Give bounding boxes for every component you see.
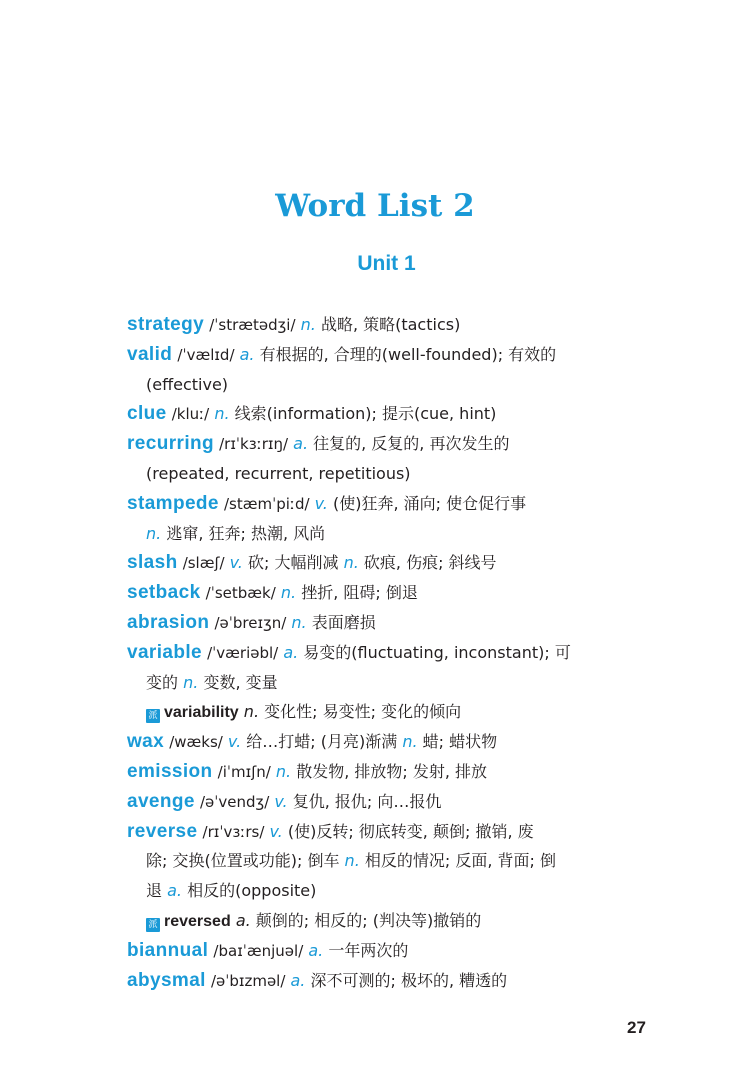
- part-of-speech: n.: [275, 761, 292, 781]
- definition-continued: (effective): [146, 374, 229, 394]
- entry-list: [127, 310, 650, 995]
- part-of-speech: n.: [183, 672, 199, 692]
- derivative-pos: a.: [235, 910, 251, 930]
- entry-reverse: [127, 817, 650, 847]
- part-of-speech: n.: [291, 612, 307, 632]
- part-of-speech: a.: [290, 970, 306, 990]
- part-of-speech: a.: [283, 642, 299, 662]
- part-of-speech: v.: [269, 821, 283, 841]
- definition-continued: 变数, 变量: [203, 672, 278, 692]
- phonetic: /kluː/: [171, 405, 210, 424]
- entry-setback: [127, 578, 650, 608]
- definition: 蜡; 蜡状物: [422, 732, 498, 752]
- definition: 散发物, 排放物; 发射, 排放: [296, 761, 488, 781]
- derivative-definition: 颠倒的; 相反的; (判决等)撤销的: [255, 910, 482, 930]
- entry-abrasion: [127, 608, 650, 638]
- entry-biannual: [127, 936, 650, 966]
- headword: biannual: [127, 939, 209, 961]
- definition: 有根据的, 合理的(well-founded); 有效的: [259, 344, 557, 364]
- derivative-variability: [127, 697, 650, 727]
- definition: 砍; 大幅削减: [247, 553, 339, 573]
- definition: 深不可测的; 极坏的, 糟透的: [310, 970, 508, 990]
- phonetic: /əˈbreɪʒn/: [214, 613, 287, 632]
- entry-strategy: [127, 310, 650, 340]
- part-of-speech: n.: [214, 404, 230, 424]
- derivative-reversed: [127, 906, 650, 936]
- entry-variable-continued: [127, 668, 650, 698]
- entry-emission: [127, 757, 650, 787]
- entry-variable: [127, 638, 650, 668]
- part-of-speech: v.: [229, 553, 243, 573]
- headword: abysmal: [127, 969, 206, 991]
- unit-heading: Unit 1: [357, 252, 416, 275]
- headword: valid: [127, 343, 173, 365]
- definition: 一年两次的: [328, 940, 409, 960]
- entry-recurring-continued: [127, 459, 650, 489]
- phonetic: /ˈværiəbl/: [207, 643, 279, 662]
- definition-continued: 逃窜, 狂奔; 热潮, 风尚: [166, 523, 326, 543]
- word-list-title: Word List 2: [275, 188, 475, 224]
- part-of-speech: n.: [300, 315, 316, 334]
- entry-stampede-continued: [127, 519, 650, 549]
- entry-abysmal: [127, 966, 650, 996]
- entry-clue: [127, 399, 650, 429]
- phonetic: /wæks/: [169, 733, 223, 752]
- page-number: 27: [627, 1018, 646, 1037]
- headword: stampede: [127, 492, 219, 514]
- definition: 砍痕, 伤痕; 斜线号: [363, 553, 497, 573]
- phonetic: /əˈvendʒ/: [199, 792, 270, 811]
- derivative-word: variability: [164, 704, 239, 722]
- entry-valid-continued: [127, 370, 650, 400]
- entry-stampede: [127, 489, 650, 519]
- part-of-speech: n.: [402, 732, 418, 752]
- phonetic: /əˈbɪzməl/: [210, 971, 286, 990]
- phonetic: /ˈvælɪd/: [177, 345, 235, 364]
- derivative-definition: 变化性; 易变性; 变化的倾向: [264, 702, 462, 722]
- definition: (使)反转; 彻底转变, 颠倒; 撤销, 废: [287, 821, 534, 841]
- entry-reverse-continued: [127, 846, 650, 876]
- part-of-speech: n.: [146, 523, 162, 543]
- headword: wax: [127, 731, 165, 753]
- entry-avenge: [127, 787, 650, 817]
- definition-continued: 除; 交换(位置或功能); 倒车: [146, 851, 340, 871]
- entry-recurring: [127, 429, 650, 459]
- part-of-speech: v.: [314, 493, 328, 513]
- part-of-speech: v.: [227, 732, 242, 752]
- headword: abrasion: [127, 611, 210, 633]
- phonetic: /rɪˈkɜːrɪŋ/: [219, 435, 289, 454]
- definition: 易变的(fluctuating, inconstant); 可: [303, 642, 571, 662]
- entry-valid: [127, 340, 650, 370]
- entry-wax: [127, 727, 650, 757]
- definition: 表面磨损: [311, 612, 376, 632]
- definition: (使)狂奔, 涌向; 使仓促行事: [332, 493, 527, 513]
- headword: setback: [127, 582, 201, 604]
- phonetic: /stæmˈpiːd/: [224, 494, 310, 513]
- phonetic: /baɪˈænjuəl/: [213, 941, 304, 960]
- definition-continued: 相反的情况; 反面, 背面; 倒: [364, 851, 557, 871]
- definition: 战略, 策略(tactics): [320, 315, 461, 334]
- definition-continued: 退: [146, 881, 163, 901]
- part-of-speech: v.: [274, 791, 288, 811]
- headword: slash: [127, 552, 178, 574]
- part-of-speech: n.: [280, 583, 297, 603]
- definition: 复仇, 报仇; 向…报仇: [292, 791, 442, 811]
- phonetic: /ˈstrætədʒi/: [209, 316, 296, 334]
- definition: 线索(information); 提示(cue, hint): [234, 404, 497, 424]
- derivative-badge-icon: 派: [146, 918, 160, 932]
- headword: reverse: [127, 820, 198, 842]
- phonetic: /ˈsetbæk/: [205, 584, 276, 603]
- definition: 挫折, 阻碍; 倒退: [301, 583, 418, 603]
- headword: clue: [127, 403, 167, 425]
- definition-continued: 相反的(opposite): [187, 881, 317, 901]
- derivative-badge-icon: 派: [146, 709, 160, 723]
- definition-continued: 变的: [146, 672, 179, 692]
- headword: strategy: [127, 314, 205, 335]
- entry-reverse-continued-2: [127, 876, 650, 906]
- headword: emission: [127, 760, 213, 782]
- definition: 给…打蜡; (月亮)渐满: [246, 732, 398, 752]
- phonetic: /slæʃ/: [182, 554, 225, 573]
- part-of-speech: n.: [344, 851, 360, 871]
- phonetic: /rɪˈvɜːrs/: [202, 822, 265, 841]
- definition: 往复的, 反复的, 再次发生的: [313, 434, 510, 454]
- part-of-speech: a.: [167, 881, 182, 901]
- derivative-word: reversed: [164, 912, 231, 930]
- part-of-speech: n.: [343, 553, 359, 573]
- definition-continued: (repeated, recurrent, repetitious): [146, 463, 411, 483]
- phonetic: /iˈmɪʃn/: [217, 762, 271, 781]
- headword: avenge: [127, 790, 195, 812]
- derivative-pos: n.: [243, 702, 260, 722]
- entry-slash: [127, 548, 650, 578]
- headword: variable: [127, 641, 203, 663]
- part-of-speech: a.: [239, 344, 255, 364]
- part-of-speech: a.: [308, 940, 324, 960]
- headword: recurring: [127, 433, 215, 455]
- part-of-speech: a.: [293, 434, 309, 454]
